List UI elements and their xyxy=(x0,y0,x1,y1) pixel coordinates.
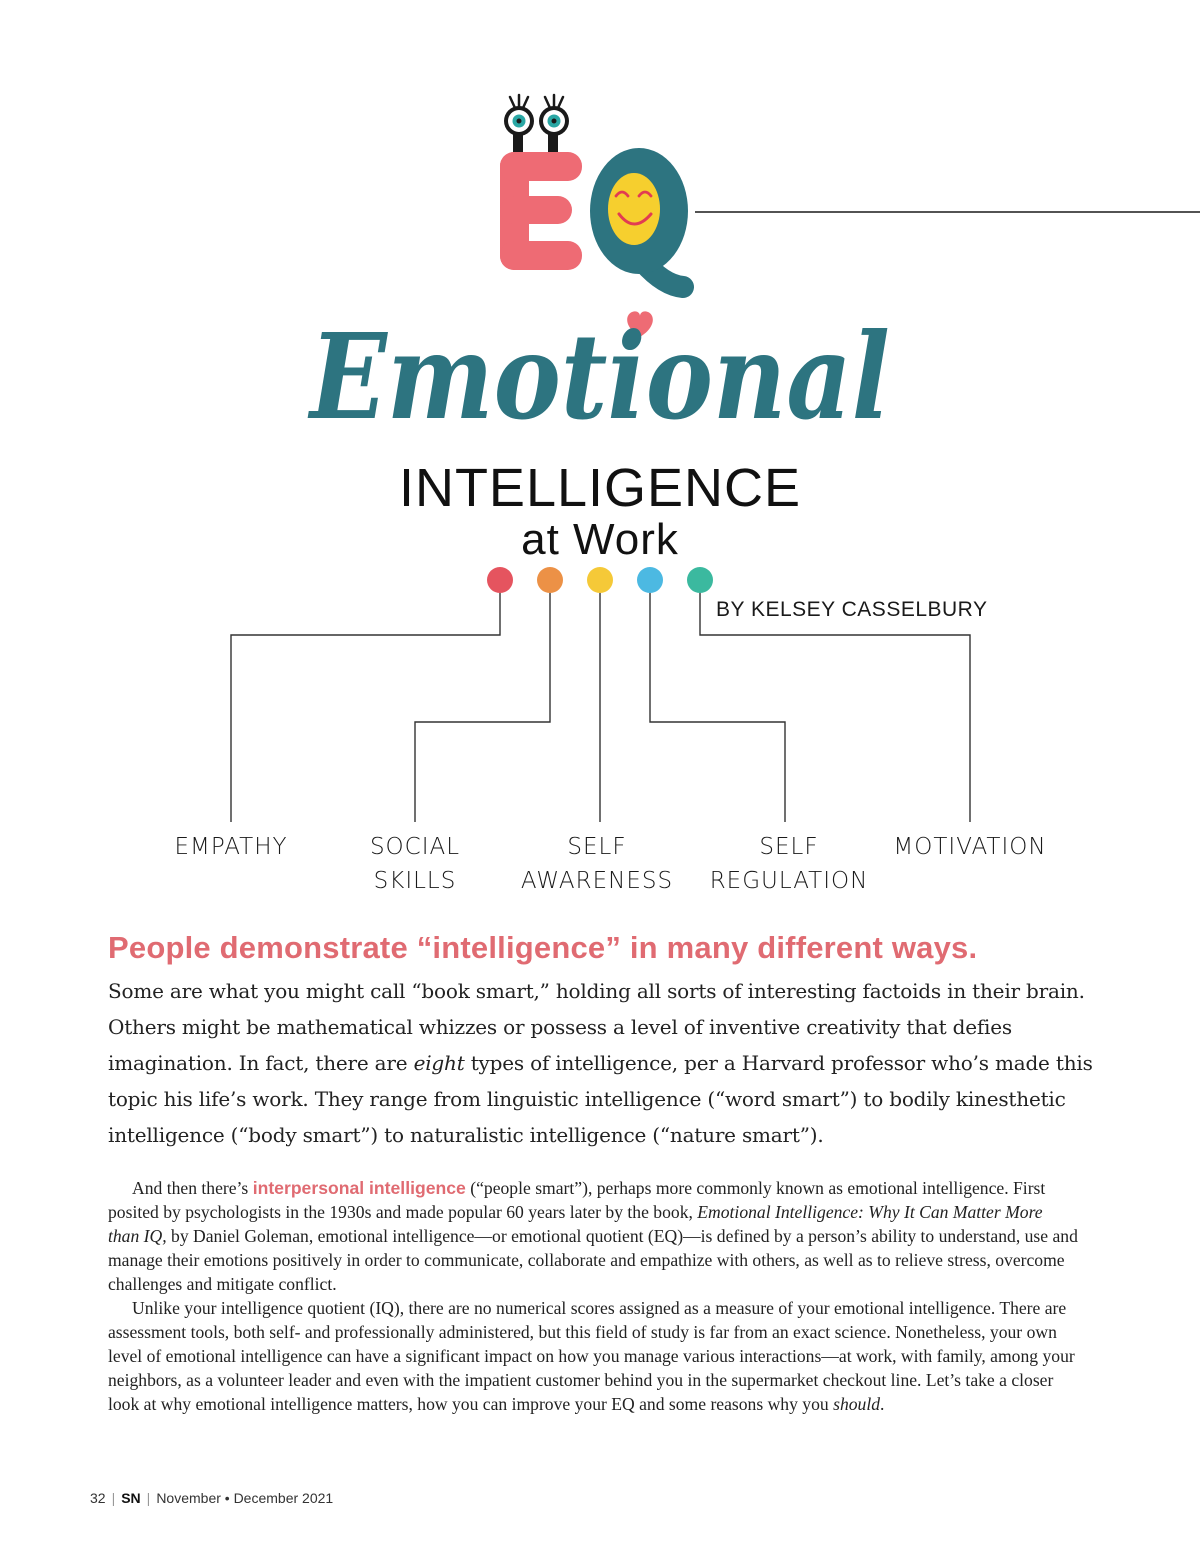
issue-date: November • December 2021 xyxy=(156,1490,334,1506)
empathy-dot xyxy=(487,567,513,593)
social-skills-dot xyxy=(537,567,563,593)
e-letter-icon xyxy=(500,152,582,270)
script-title: Emotional xyxy=(307,307,890,446)
category-label: MOTIVATION xyxy=(893,834,1047,860)
category-label: SKILLS xyxy=(373,868,457,894)
category-label: EMPATHY xyxy=(174,834,288,860)
self-awareness-dot xyxy=(587,567,613,593)
page-number: 32 xyxy=(90,1490,106,1506)
highlight-term: interpersonal intelligence xyxy=(252,1178,466,1198)
paragraph: Unlike your intelligence quotient (IQ), there are no numerical scores assigned as a measure of your emotional intelligence. There are assessment tools, both self- and professionally administered, but this field of study is far from an exact science. Nonetheless, your own level of emotional intelligence can have a significant impact on how you manage various interactions—at work, with family, among your neighbors, as a volunteer leader and even with the impatient customer behind you in the supermarket checkout line. Let’s take a closer look at why emotional intelligence matters, how you can improve your EQ and some reasons why you should. xyxy=(108,1298,1075,1414)
page-footer: 32 | SN | November • December 2021 xyxy=(90,1490,334,1506)
category-label: SELF xyxy=(759,834,819,860)
paragraph: And then there’s interpersonal intelligence (“people smart”), perhaps more commonly known as emotional intelligence. First posited by psychologists in the 1930s and made popular 60 years later by the book, Emotional Intelligence: Why It Can Matter More than IQ, by Daniel Goleman, emotional intelligence—or emotional quotient (EQ)—is defined by a person’s ability to understand, use and manage their emotions positively in order to communicate, collaborate and empathize with others, as well as to relieve stress, overcome challenges and mitigate conflict. xyxy=(108,1178,1078,1294)
publication-name: SN xyxy=(121,1490,141,1506)
q-smiley-icon xyxy=(590,148,688,287)
book-title: Emotional Intelligence: Why It Can Matter More than IQ, xyxy=(108,1202,1043,1246)
category-self-awareness xyxy=(487,830,707,898)
motivation-dot xyxy=(687,567,713,593)
category-label: SOCIAL xyxy=(369,834,461,860)
title: INTELLIGENCE xyxy=(398,458,802,518)
eyes-icon xyxy=(504,95,569,154)
article-lede: Some are what you might call “book smart,” holding all sorts of interesting factoids in their brain. Others might be mathematical whizzes or possess a level of inventive creativity that defies imagination. In fact, there are eight types of intelligence, per a Harvard professor who’s made this topic his life’s work. They range from linguistic intelligence (“word smart”) to bodily kinesthetic intelligence (“body smart”) to naturalistic intelligence (“nature smart”). xyxy=(108,979,1093,1147)
subtitle: at Work xyxy=(521,515,679,564)
category-label: AWARENESS xyxy=(520,868,674,894)
self-regulation-dot xyxy=(637,567,663,593)
category-motivation xyxy=(860,830,1080,864)
category-label: SELF xyxy=(567,834,627,860)
category-label: REGULATION xyxy=(709,868,869,894)
article-headline: People demonstrate “intelligence” in many different ways. xyxy=(108,930,978,965)
article-body xyxy=(108,1176,1078,1416)
byline: BY KELSEY CASSELBURY xyxy=(716,598,988,621)
